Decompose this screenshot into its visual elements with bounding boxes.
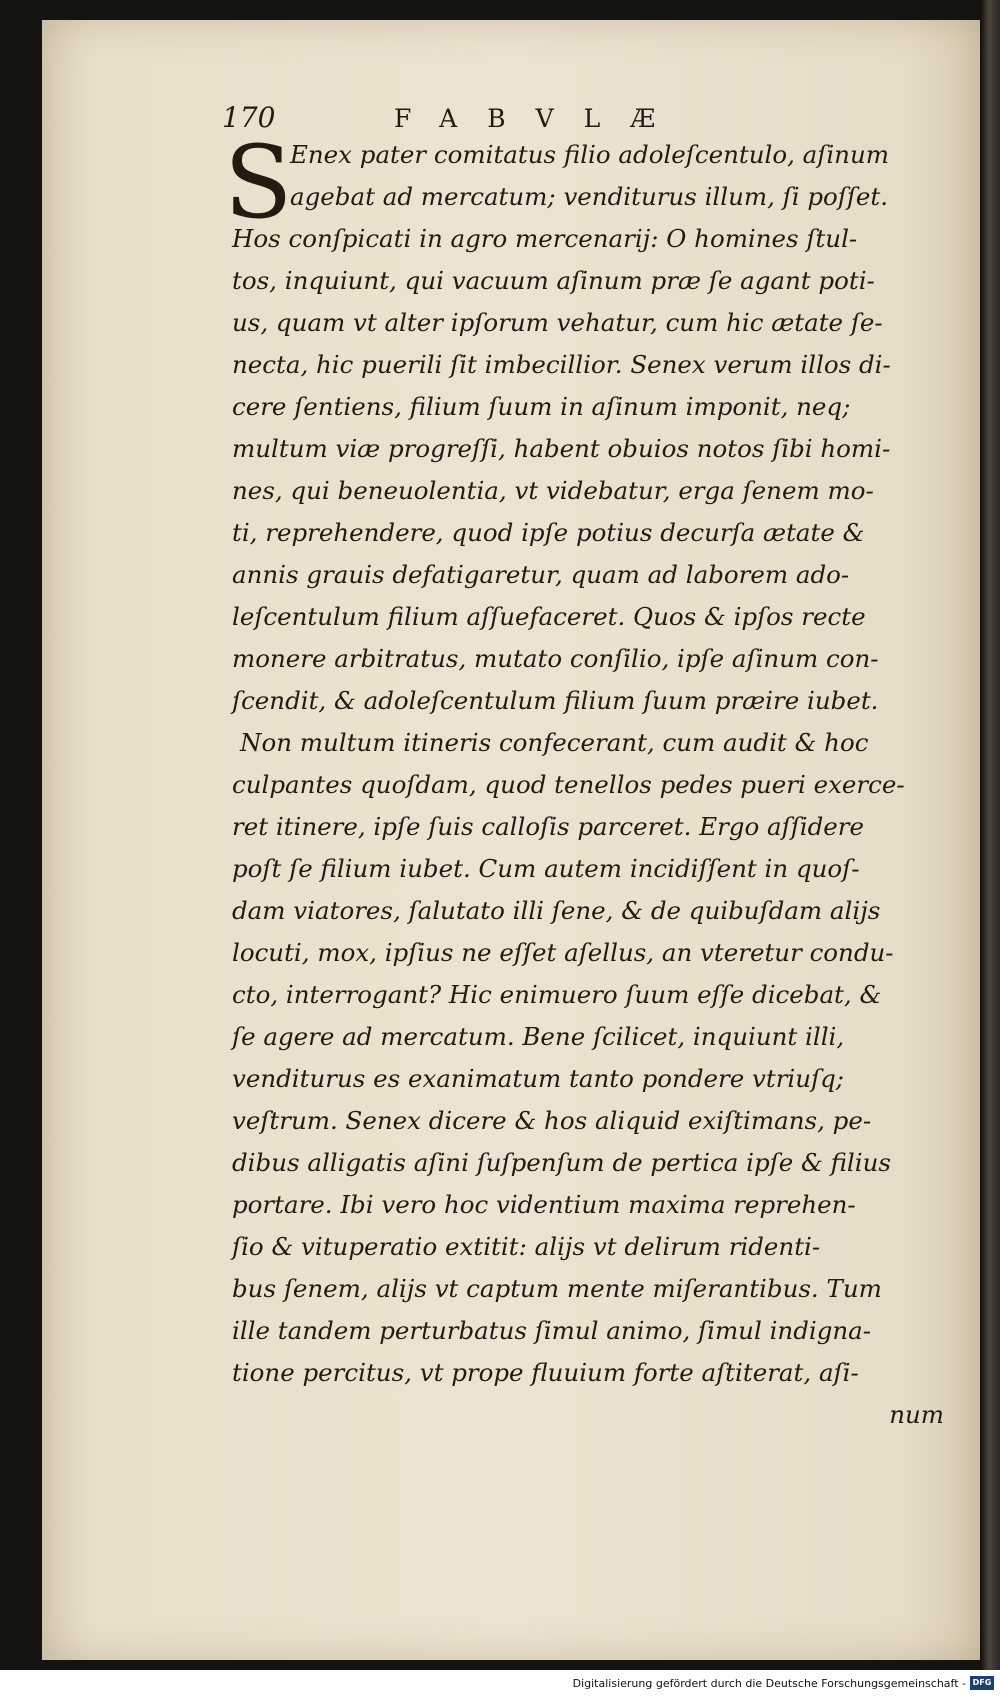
text-line: cere ſentiens, filium ſuum in aſinum imponit, neq; — [232, 392, 851, 421]
text-line: bus ſenem, alijs vt captum mente miſerantibus. Tum — [232, 1274, 882, 1303]
text-line: poſt ſe filium iubet. Cum autem incidiſſent in quoſ- — [232, 854, 860, 883]
book-page — [42, 20, 980, 1660]
text-line: portare. Ibi vero hoc videntium maxima reprehen- — [232, 1190, 856, 1219]
text-block — [222, 90, 992, 1436]
text-line: monere arbitratus, mutato conſilio, ipſe aſinum con- — [232, 644, 879, 673]
drop-cap: S — [224, 124, 293, 241]
text-line: ille tandem perturbatus ſimul animo, ſimul indigna- — [232, 1316, 872, 1345]
running-head — [222, 90, 992, 134]
text-line: dibus alligatis aſini ſuſpenſum de pertica ipſe & filius — [232, 1148, 891, 1177]
funding-note: Digitalisierung gefördert durch die Deutsche Forschungsgemeinschaft - — [572, 1677, 966, 1690]
dfg-logo: DFG — [970, 1676, 994, 1690]
catchword: num — [889, 1400, 944, 1429]
text-line: ret itinere, ipſe ſuis calloſis parceret. Ergo aſſidere — [232, 812, 864, 841]
running-title: FABVLÆ — [394, 104, 686, 133]
text-line: dam viatores, ſalutato illi ſene, & de quibuſdam alijs — [232, 896, 881, 925]
text-line: tione percitus, vt prope fluuium forte aſtiterat, aſi- — [232, 1358, 859, 1387]
fable-text — [224, 124, 992, 1436]
text-line: leſcentulum filium aſſuefaceret. Quos & ipſos recte — [232, 602, 866, 631]
text-line: Enex pater comitatus filio adoleſcentulo, aſinum — [290, 140, 889, 169]
text-line: Hos conſpicati in agro mercenarij: O homines ſtul- — [232, 224, 858, 253]
text-line: locuti, mox, ipſius ne eſſet aſellus, an vteretur condu- — [232, 938, 894, 967]
text-line: nes, qui beneuolentia, vt videbatur, erga ſenem mo- — [232, 476, 874, 505]
text-line: cto, interrogant? Hic enimuero ſuum eſſe dicebat, & — [232, 980, 882, 1009]
page-number: 170 — [222, 101, 276, 134]
text-line: annis grauis defatigaretur, quam ad laborem ado- — [232, 560, 850, 589]
text-line: ſe agere ad mercatum. Bene ſcilicet, inquiunt illi, — [232, 1022, 845, 1051]
text-line: Non multum itineris confecerant, cum audit & hoc — [240, 728, 869, 757]
text-line: ti, reprehendere, quod ipſe potius decurſa ætate & — [232, 518, 865, 547]
text-line: necta, hic puerili ſit imbecillior. Senex verum illos di- — [232, 350, 891, 379]
text-line: ſio & vituperatio extitit: alijs vt delirum ridenti- — [232, 1232, 821, 1261]
text-line: multum viæ progreſſi, habent obuios notos ſibi homi- — [232, 434, 891, 463]
text-line: agebat ad mercatum; venditurus illum, ſi poſſet. — [290, 182, 889, 211]
text-line: venditurus es exanimatum tanto pondere vtriuſq; — [232, 1064, 845, 1093]
text-line: tos, inquiunt, qui vacuum aſinum præ ſe agant poti- — [232, 266, 875, 295]
text-line: us, quam vt alter ipſorum vehatur, cum hic ætate ſe- — [232, 308, 883, 337]
text-line: culpantes quoſdam, quod tenellos pedes pueri exerce- — [232, 770, 905, 799]
text-line: ſcendit, & adoleſcentulum filium ſuum præire iubet. — [232, 686, 879, 715]
text-line: veſtrum. Senex dicere & hos aliquid exiſtimans, pe- — [232, 1106, 872, 1135]
footer-bar — [0, 1670, 1000, 1697]
